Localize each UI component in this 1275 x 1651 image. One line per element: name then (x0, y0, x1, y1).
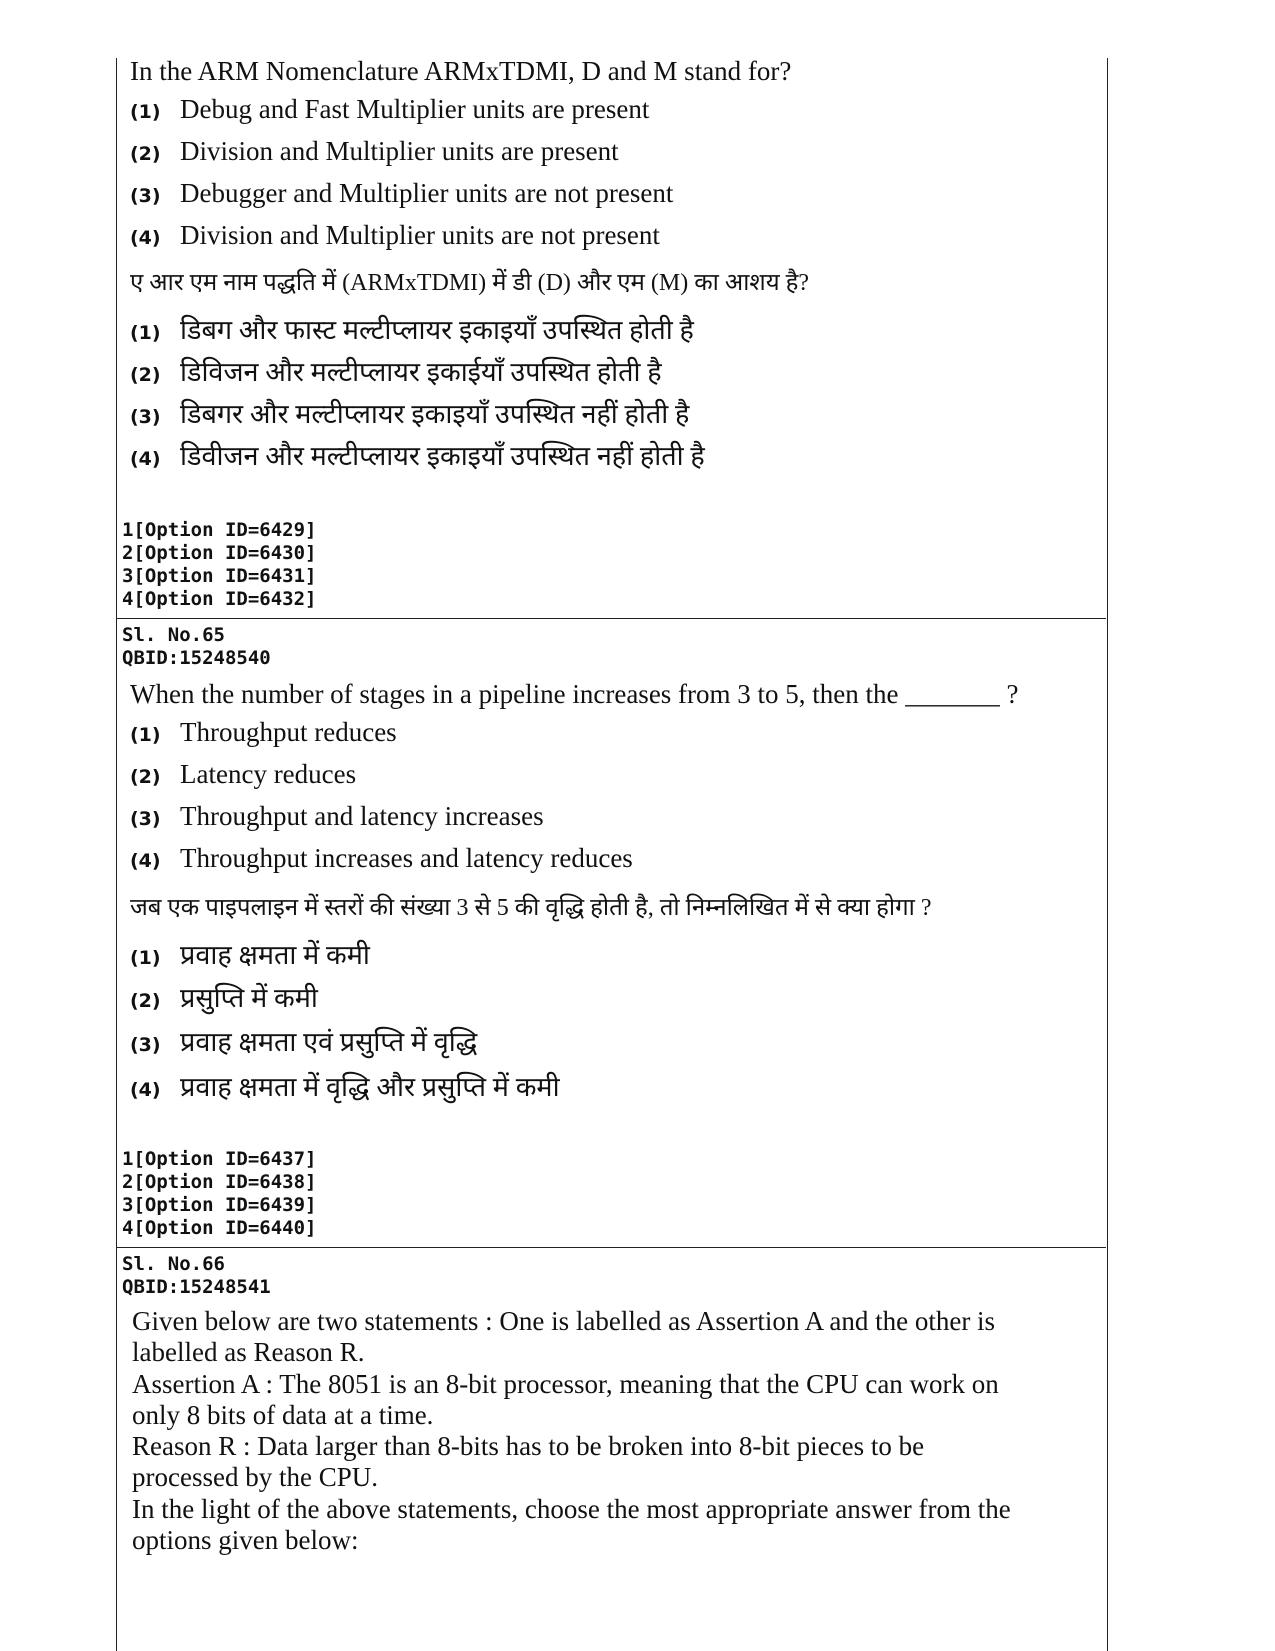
row-divider (116, 1247, 1106, 1248)
q64-hi-option-3 (130, 394, 689, 428)
option-text: प्रवाह क्षमता एवं प्रसुप्ति में वृद्धि (180, 1027, 478, 1057)
option-text: Throughput reduces (180, 717, 397, 747)
option-text: Division and Multiplier units are present (180, 136, 619, 166)
option-number: (4) (130, 850, 161, 872)
q64-option-ids (122, 519, 316, 611)
q65-en-option-1 (130, 717, 397, 751)
q66-question-paragraph (132, 1306, 1062, 1556)
option-text: Throughput and latency increases (180, 801, 544, 831)
q66-header (122, 1253, 271, 1299)
q65-en-option-4 (130, 843, 633, 877)
q65-header (122, 624, 271, 670)
q65-hi-option-2 (130, 978, 318, 1012)
paragraph-line: only 8 bits of data at a time. (132, 1399, 434, 1430)
paragraph-line: processed by the CPU. (132, 1462, 378, 1493)
option-number: (4) (130, 448, 161, 470)
option-id: 1[Option ID=6429] (122, 519, 317, 541)
q65-en-option-3 (130, 801, 544, 835)
option-id: 4[Option ID=6440] (122, 1217, 317, 1239)
option-text: Debug and Fast Multiplier units are present (180, 94, 650, 124)
q64-hindi-question: ए आर एम नाम पद्धति में (ARMxTDMI) में डी (D) और एम (M) का आशय है? (130, 270, 810, 296)
option-text: प्रवाह क्षमता में वृद्धि और प्रसुप्ति में कमी (180, 1072, 560, 1102)
paragraph-line: Assertion A : The 8051 is an 8-bit processor, meaning that the CPU can work on (132, 1368, 999, 1399)
option-number: (1) (130, 101, 161, 123)
q65-hi-option-4 (130, 1067, 560, 1101)
q64-hi-option-4 (130, 436, 705, 470)
qbid: QBID:15248540 (122, 647, 271, 669)
option-text: Throughput increases and latency reduces (180, 843, 633, 873)
option-id: 4[Option ID=6432] (122, 588, 317, 610)
q65-option-ids (122, 1148, 316, 1240)
q65-hi-option-1 (130, 935, 370, 969)
option-text: प्रवाह क्षमता में कमी (180, 940, 370, 970)
option-number: (4) (130, 227, 161, 249)
option-text: डिबग और फास्ट मल्टीप्लायर इकाइयाँ उपस्थित होती है (180, 315, 694, 345)
option-number: (1) (130, 724, 161, 746)
option-number: (2) (130, 143, 161, 165)
q64-hi-option-1 (130, 310, 694, 344)
qbid: QBID:15248541 (122, 1276, 271, 1298)
option-id: 2[Option ID=6438] (122, 1171, 317, 1193)
paragraph-line: Reason R : Data larger than 8-bits has to be broken into 8-bit pieces to be (132, 1431, 925, 1462)
row-divider (116, 618, 1106, 619)
option-text: प्रसुप्ति में कमी (180, 983, 318, 1013)
q65-hindi-question: जब एक पाइपलाइन में स्तरों की संख्या 3 से 5 की वृद्धि होती है, तो निम्नलिखित में से क्या होगा ? (130, 895, 932, 921)
paragraph-line: Given below are two statements : One is labelled as Assertion A and the other is (132, 1306, 996, 1336)
paragraph-line: In the light of the above statements, choose the most appropriate answer from the (132, 1493, 1011, 1524)
q64-en-option-4 (130, 220, 660, 254)
option-text: Debugger and Multiplier units are not present (180, 178, 674, 208)
option-text: Latency reduces (180, 759, 357, 789)
paragraph-line: labelled as Reason R. (132, 1337, 365, 1368)
option-number: (3) (130, 406, 161, 428)
q64-en-option-2 (130, 136, 619, 170)
option-number: (4) (130, 1079, 161, 1101)
option-text: Division and Multiplier units are not present (180, 220, 660, 250)
option-id: 1[Option ID=6437] (122, 1148, 317, 1170)
q64-english-question: In the ARM Nomenclature ARMxTDMI, D and M stand for? (130, 56, 792, 86)
q64-hi-option-2 (130, 352, 662, 386)
option-number: (1) (130, 322, 161, 344)
option-number: (3) (130, 808, 161, 830)
option-text: डिवीजन और मल्टीप्लायर इकाइयाँ उपस्थित नहीं होती है (180, 441, 705, 471)
option-id: 2[Option ID=6430] (122, 542, 317, 564)
option-number: (2) (130, 364, 161, 386)
serial-number: Sl. No.66 (122, 1253, 225, 1275)
option-id: 3[Option ID=6431] (122, 565, 317, 587)
serial-number: Sl. No.65 (122, 624, 225, 646)
option-number: (2) (130, 766, 161, 788)
q65-en-option-2 (130, 759, 356, 793)
q64-en-option-3 (130, 178, 673, 212)
option-number: (3) (130, 185, 161, 207)
q65-hi-option-3 (130, 1022, 477, 1056)
option-number: (2) (130, 990, 161, 1012)
paragraph-line: options given below: (132, 1525, 359, 1556)
option-number: (3) (130, 1034, 161, 1056)
option-id: 3[Option ID=6439] (122, 1194, 317, 1216)
q65-english-question: When the number of stages in a pipeline increases from 3 to 5, then the _______ ? (130, 679, 1019, 709)
option-text: डिविजन और मल्टीप्लायर इकाईयाँ उपस्थित होती है (180, 357, 662, 387)
option-text: डिबगर और मल्टीप्लायर इकाइयाँ उपस्थित नहीं होती है (180, 399, 690, 429)
option-number: (1) (130, 947, 161, 969)
q64-en-option-1 (130, 94, 649, 128)
